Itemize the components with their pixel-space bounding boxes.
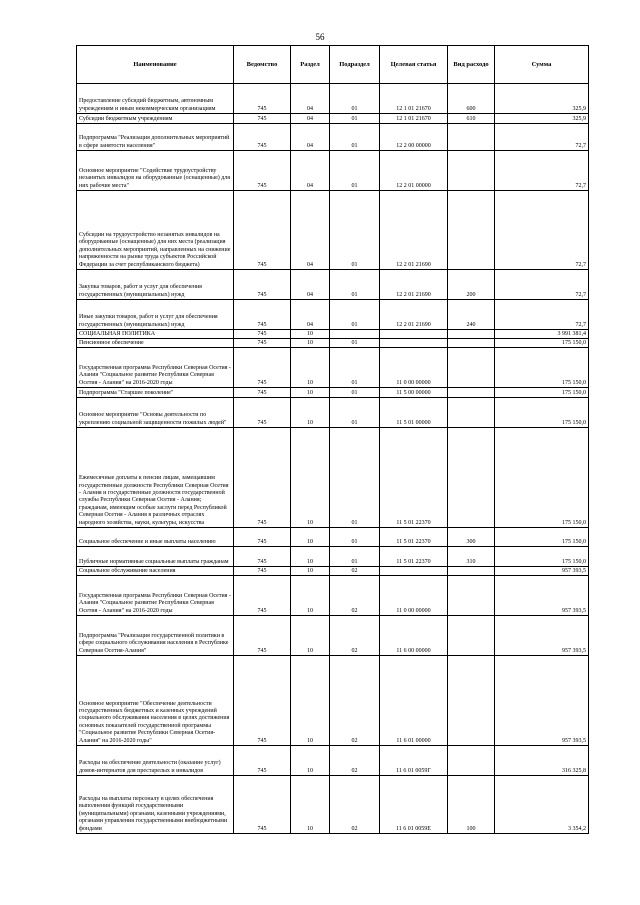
row-target: 11 5 00 00000 [380,388,448,398]
row-sum: 957 393,5 [495,656,589,746]
row-vid: 200 [448,270,495,300]
row-vid [448,124,495,151]
row-podrazdel: 01 [330,191,380,270]
row-name: Закупка товаров, работ и услуг для обеспечения государственных (муниципальных) нужд [77,270,234,300]
row-vedomstvo: 745 [234,124,291,151]
row-name: Государственная программа Республики Северная Осетия - Алания "Социальное развитие Республики Северная Осетия - Алания" на 2016-2020 годы [77,348,234,388]
table-row [77,300,589,330]
row-vedomstvo: 745 [234,528,291,547]
row-sum: 72,7 [495,270,589,300]
row-sum: 175 150,0 [495,339,589,348]
row-vedomstvo: 745 [234,428,291,528]
row-vedomstvo: 745 [234,576,291,616]
row-vedomstvo: 745 [234,300,291,330]
table-row [77,84,589,114]
row-target: 12 2 01 21690 [380,270,448,300]
row-target: 11 6 01 0059Г [380,746,448,776]
budget-table [76,45,589,834]
row-name: Субсидии бюджетным учреждениям [77,114,234,124]
table-row [77,567,589,576]
row-podrazdel: 01 [330,84,380,114]
row-razdel: 04 [291,270,330,300]
row-name: Государственная программа Республики Северная Осетия - Алания "Социальное развитие Республики Северная Осетия - Алания" на 2016-2020 годы [77,576,234,616]
row-vid [448,746,495,776]
row-target: 11 6 01 00000 [380,656,448,746]
row-sum: 3 354,2 [495,776,589,834]
row-razdel: 04 [291,151,330,191]
row-target: 12 2 00 00000 [380,124,448,151]
row-razdel: 04 [291,114,330,124]
row-razdel: 10 [291,547,330,567]
row-vid [448,656,495,746]
row-vid [448,616,495,656]
table-row [77,616,589,656]
row-name: СОЦИАЛЬНАЯ ПОЛИТИКА [77,330,234,339]
row-podrazdel: 02 [330,616,380,656]
row-podrazdel: 01 [330,388,380,398]
row-vid: 100 [448,776,495,834]
row-podrazdel: 01 [330,547,380,567]
row-razdel: 10 [291,348,330,388]
row-sum: 316 325,8 [495,746,589,776]
row-vedomstvo: 745 [234,84,291,114]
row-target: 12 2 01 21690 [380,191,448,270]
row-podrazdel: 01 [330,151,380,191]
row-name: Подпрограмма "Реализация государственной политики в сфере социального обслуживания населения в Республике Северная Осетия-Алания" [77,616,234,656]
row-target: 11 6 01 0059Е [380,776,448,834]
row-target: 11 0 00 00000 [380,348,448,388]
page-number: 56 [315,32,325,42]
table-row [77,388,589,398]
row-vedomstvo: 745 [234,398,291,428]
row-vid: 600 [448,84,495,114]
header-vedomstvo: Ведомство [234,46,291,84]
table-row [77,746,589,776]
row-vid [448,428,495,528]
row-target: 11 5 01 00000 [380,398,448,428]
row-razdel: 10 [291,528,330,547]
row-name: Основное мероприятие "Основы деятельности по укреплению социальной защищенности пожилых людей" [77,398,234,428]
row-podrazdel: 01 [330,124,380,151]
row-podrazdel: 01 [330,428,380,528]
row-name: Подпрограмма "Реализация дополнительных мероприятий в сфере занятости населения" [77,124,234,151]
row-podrazdel: 01 [330,114,380,124]
row-vid [448,388,495,398]
row-podrazdel: 01 [330,348,380,388]
header-podrazdel: Подраздел [330,46,380,84]
row-razdel: 10 [291,656,330,746]
row-vid [448,348,495,388]
row-name: Предоставление субсидий бюджетным, автономным учреждениям и иным некоммерческим организациям [77,84,234,114]
row-target [380,567,448,576]
table-row [77,776,589,834]
row-podrazdel: 02 [330,576,380,616]
row-sum: 957 393,5 [495,567,589,576]
row-razdel: 10 [291,398,330,428]
row-podrazdel: 02 [330,776,380,834]
row-target: 11 5 01 22370 [380,547,448,567]
row-target: 12 2 01 21690 [380,300,448,330]
row-sum: 175 150,0 [495,348,589,388]
row-sum: 72,7 [495,191,589,270]
row-target: 11 5 01 22370 [380,528,448,547]
row-vid [448,151,495,191]
row-razdel: 10 [291,567,330,576]
row-target: 12 1 01 21670 [380,84,448,114]
row-vid [448,191,495,270]
row-razdel: 04 [291,84,330,114]
table-row [77,398,589,428]
row-vid: 240 [448,300,495,330]
row-name: Ежемесячные доплаты к пенсии лицам, замещавшим государственные должности Республики Северная Осетия - Алания и государственные должности государственной службы Республики Северная Осетия - Алания; гражданам, имеющим особые заслуги перед Республикой Северная Осетия - Алания в различных отраслях народного хозяйства, науки, культуры, искусства [77,428,234,528]
row-target [380,339,448,348]
row-razdel: 10 [291,776,330,834]
row-name: Публичные нормативные социальные выплаты гражданам [77,547,234,567]
header-vid: Вид расходо [448,46,495,84]
row-name: Социальное обслуживание населения [77,567,234,576]
table-row [77,191,589,270]
row-podrazdel [330,330,380,339]
row-sum: 3 991 381,4 [495,330,589,339]
table-row [77,348,589,388]
row-vedomstvo: 745 [234,776,291,834]
row-podrazdel: 02 [330,656,380,746]
row-target: 11 5 01 22370 [380,428,448,528]
row-name: Субсидии на трудоустройство незанятых инвалидов на оборудованные (оснащенные) для них места (реализация дополнительных мероприятий, направленных на снижение напряженности на рынке труда субъектов Российской Федерации за счет республиканского бюджета) [77,191,234,270]
row-vid [448,339,495,348]
table-row [77,528,589,547]
row-name: Пенсионное обеспечение [77,339,234,348]
row-vid: 300 [448,528,495,547]
row-razdel: 10 [291,616,330,656]
row-podrazdel: 01 [330,528,380,547]
row-name: Расходы на выплаты персоналу в целях обеспечения выполнения функций государственными (муниципальными) органами, казенными учреждениями, органами управления государственными внебюджетными фондами [77,776,234,834]
row-podrazdel: 01 [330,398,380,428]
table-row [77,114,589,124]
table-row [77,151,589,191]
row-sum: 72,7 [495,124,589,151]
row-sum: 325,9 [495,84,589,114]
row-name: Подпрограмма "Старшее поколение" [77,388,234,398]
table-row [77,428,589,528]
row-podrazdel: 01 [330,339,380,348]
row-razdel: 04 [291,191,330,270]
row-target [380,330,448,339]
row-vedomstvo: 745 [234,151,291,191]
row-vedomstvo: 745 [234,191,291,270]
header-row [77,46,589,84]
row-vedomstvo: 745 [234,567,291,576]
row-razdel: 10 [291,388,330,398]
table-row [77,656,589,746]
row-podrazdel: 02 [330,567,380,576]
row-razdel: 10 [291,746,330,776]
row-target: 11 0 00 00000 [380,576,448,616]
row-vid [448,398,495,428]
table-row [77,270,589,300]
table-row [77,124,589,151]
header-target: Целевая статья [380,46,448,84]
row-razdel: 04 [291,124,330,151]
row-vedomstvo: 745 [234,348,291,388]
row-sum: 957 393,5 [495,616,589,656]
row-target: 12 1 01 21670 [380,114,448,124]
row-razdel: 04 [291,300,330,330]
row-vedomstvo: 745 [234,114,291,124]
row-vedomstvo: 745 [234,388,291,398]
row-vid [448,330,495,339]
row-podrazdel: 01 [330,270,380,300]
table-row [77,339,589,348]
row-sum: 175 150,0 [495,428,589,528]
row-vedomstvo: 745 [234,656,291,746]
row-sum: 175 150,0 [495,388,589,398]
row-target: 11 6 00 00000 [380,616,448,656]
row-podrazdel: 01 [330,300,380,330]
row-vedomstvo: 745 [234,746,291,776]
row-vid [448,567,495,576]
row-vedomstvo: 745 [234,616,291,656]
table-row [77,330,589,339]
row-target: 12 2 01 00000 [380,151,448,191]
row-vid: 610 [448,114,495,124]
row-razdel: 10 [291,428,330,528]
row-sum: 325,9 [495,114,589,124]
row-sum: 72,7 [495,151,589,191]
row-sum: 175 150,0 [495,528,589,547]
row-vedomstvo: 745 [234,270,291,300]
row-vedomstvo: 745 [234,547,291,567]
row-sum: 72,7 [495,300,589,330]
row-vid [448,576,495,616]
table-row [77,547,589,567]
row-razdel: 10 [291,339,330,348]
row-sum: 957 393,5 [495,576,589,616]
header-name: Наименование [77,46,234,84]
row-vid: 310 [448,547,495,567]
row-name: Основное мероприятие "Обеспечение деятельности государственных бюджетных и казенных учреждений социального обслуживания населения в целях достижения основных показателей государственной программы "Социальное развитие Республики Северная Осетия-Алания" на 2016-2020 годы" [77,656,234,746]
row-vedomstvo: 745 [234,339,291,348]
row-razdel: 10 [291,576,330,616]
row-razdel: 10 [291,330,330,339]
row-name: Основное мероприятие "Содействие трудоустройству незанятых инвалидов на оборудованные (оснащенные) для них рабочие места" [77,151,234,191]
header-sum: Сумма [495,46,589,84]
row-name: Расходы на обеспечение деятельности (оказание услуг) домов-интернатов для престарелых и инвалидов [77,746,234,776]
row-sum: 175 150,0 [495,398,589,428]
row-name: Социальное обеспечение и иные выплаты населению [77,528,234,547]
table-row [77,576,589,616]
row-name: Иные закупки товаров, работ и услуг для обеспечения государственных (муниципальных) нужд [77,300,234,330]
row-podrazdel: 02 [330,746,380,776]
row-sum: 175 150,0 [495,547,589,567]
row-vedomstvo: 745 [234,330,291,339]
header-razdel: Раздел [291,46,330,84]
